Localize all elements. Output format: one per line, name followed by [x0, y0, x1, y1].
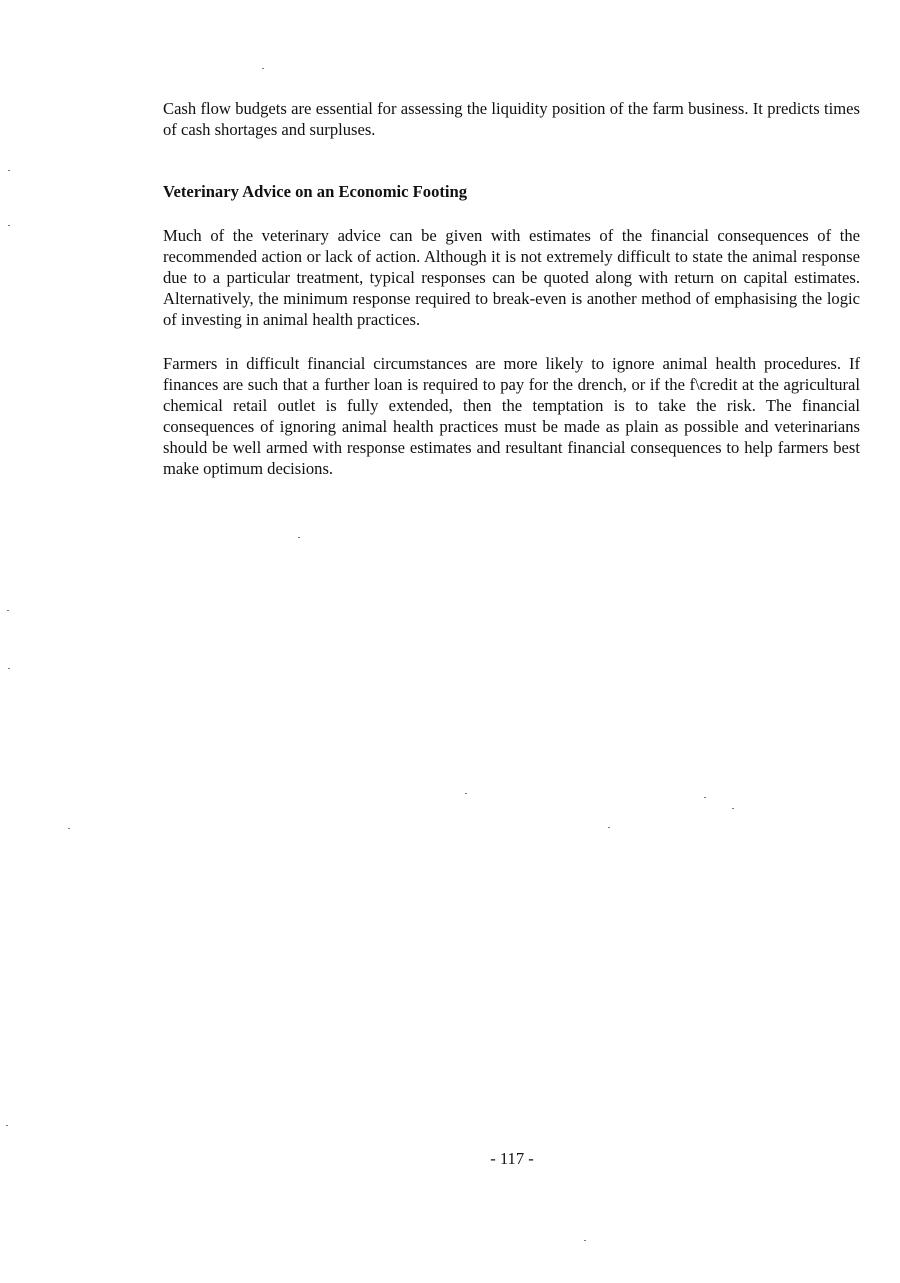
scan-speck [262, 68, 264, 69]
paragraph-veterinary-advice: Much of the veterinary advice can be given with estimates of the financial consequences of the recommended action or lack of action. Although it is not extremely difficult to state the animal response due to a particular treatment, typical responses can be quoted along with return on capital estimates. Alternatively, the minimum response required to break-even is another method of emphasising the logic of investing in animal health practices. [163, 226, 860, 329]
scan-speck [608, 827, 610, 828]
scan-speck [584, 1240, 586, 1241]
page-number: - 117 - [490, 1149, 534, 1168]
scan-speck [8, 225, 10, 226]
scan-speck [704, 797, 706, 798]
scan-speck [8, 668, 10, 669]
scan-speck [68, 828, 70, 829]
paragraph-cash-flow: Cash flow budgets are essential for assessing the liquidity position of the farm business. It predicts times of cash shortages and surpluses. [163, 99, 860, 139]
scan-speck [465, 793, 467, 794]
scan-speck [8, 170, 10, 171]
paragraph-farmers-circumstances: Farmers in difficult financial circumstances are more likely to ignore animal health procedures. If finances are such that a further loan is required to pay for the drench, or if the f\credit at the agricultural chemical retail outlet is fully extended, then the temptation is to take the risk. The financial consequences of ignoring animal health practices must be made as plain as possible and veterinarians should be well armed with response estimates and resultant financial consequences to help farmers best make optimum decisions. [163, 354, 860, 478]
scan-speck [6, 1125, 8, 1126]
scan-speck [7, 610, 9, 611]
scan-speck [298, 537, 300, 538]
scan-speck [732, 808, 734, 809]
section-heading: Veterinary Advice on an Economic Footing [163, 182, 468, 201]
